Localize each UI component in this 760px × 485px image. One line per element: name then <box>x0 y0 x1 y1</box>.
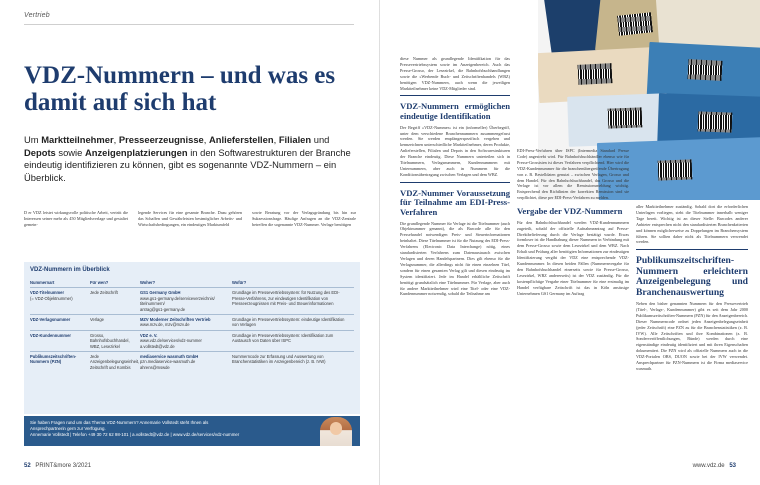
table-header-cell: Für wen? <box>90 280 109 285</box>
source-contact-line[interactable]: ahrens@mswde <box>140 364 170 370</box>
table-row <box>30 330 354 351</box>
article-column <box>517 148 629 297</box>
lead-column: D er VDZ leistet wirkungsvolle politische Arbeit, vertritt die Interessen seiner mehr als 450 Mitgliedsverlage und gestaltet gemein- <box>24 210 128 227</box>
purpose-cell: Grundlage im Pressevertriebssystem: eindeutige Identifikation von Verlagen <box>232 317 345 328</box>
source-contact-line[interactable]: www.mzv.de, mzv@mzv.de <box>140 322 190 328</box>
table-body <box>30 287 354 372</box>
source-contact-line[interactable]: www.gs1-germany.de/serviceverzeichnis/ <box>140 295 215 301</box>
subhead-rule <box>636 249 748 250</box>
table-header-row <box>30 278 354 287</box>
purpose-cell: Grundlage im Pressevertriebssystem: Identifikation zum Austausch von Daten über ISPC <box>232 332 334 344</box>
body-paragraph: Die grundlegende Nummer für Verlage ist die Titelnummer (auch Objektnummer genannt), die als Barcode alle für den Pressehandel notwendigen Preis- und Steuerinformationen beinhaltet. Diese Titelnummer ist für die Nutzung des EDI-Press-Verfahrens (Electronic Data Interchange) nötig, eines standardisierten Verfahrens zum Datenaustausch zwischen Verlagen und deren Handelspartnern. Dies gilt ebenso für die Verlagsnummer, die allerdings nicht für einen einzelnen Titel, sondern für einen gesamten Verlag gilt und diesen eindeutig im System identifiziert. Jede im Handel erhältliche Zeitschrift benötigt grundsätzlich eine Titelnummer. Für Verlage, aber auch für andere Marktteilnehmer wird eine Titel- oder eine VDZ-Kundennummer notwendig, sobald die Teilnahme am <box>400 220 510 297</box>
table-header-cell: Wofür? <box>232 280 247 285</box>
table-row <box>30 314 354 330</box>
page-number: 53 <box>729 463 736 469</box>
lead-text-columns <box>24 210 356 227</box>
article-headline: VDZ-Nummern – und was es damit auf sich hat <box>24 62 336 116</box>
number-type-name: Publikumszeitschriften-Nummern (PZN) <box>30 354 77 365</box>
number-type-name: VDZ-Titelnummer <box>30 290 65 296</box>
deck-keyword: Marktteilnehmer <box>41 134 114 145</box>
deck-text: , <box>203 134 209 145</box>
overview-table <box>30 278 354 372</box>
barcode-image <box>687 59 722 81</box>
contact-text <box>30 420 300 438</box>
body-paragraph: Für den Bahnhofsbuchhandel werden VDZ-Kundennummern zugeteilt, sobald der offizielle Aufnahmeantrag auf Presse-Direktbelieferung durch die Verlage bestätigt wurde. Etwas formloser ist die Handhabung dieser Nummern in Verbindung mit dem Presse-Grosso sowie dem Lesezirkel und dem WBZ. Nach Erhalt und Prüfung aller benötigten Informationen zur eindeutigen Identifizierung vergibt der VDZ eine entsprechende VDZ-Kundennummer. In diesen beiden Fällen (Nummernvergabe für den Bahnhofsbuchhandel einerseits sowie für Presse-Grosso, Lesezirkel, WBZ andererseits) ist der VDZ zuständig. Für die kostenpflichtige Vergabe einer Titelnummer für eine erstmalig im Handel verfügbare Zeitschrift ist das in Köln ansässige Unternehmen GS1 Germany im Auftrag <box>517 219 629 296</box>
body-paragraph: Der Begriff »VDZ-Nummer« ist ein (informeller) Überbegriff, unter dem verschiedene Branchennummern zusammengefasst werden. Sie werden empfängerspezifisch vergeben und kennzeichnen unterschiedliche Marktteilnehmer, deren Produkte, Anlieferstellen, Filialen und Depots in den Softwarestrukturen der Branche eindeutig. Diese Nummern unterteilen sich in Titelnummern, Verlagsnummern, Kundennummern mit Unternummern, aber auch in Nummern für die Konditionsübertragung zwischen Verlagen und dem WBZ. <box>400 124 510 177</box>
contact-line: Annemarie Vollstedt | Telefon +49 30 72 62 98-101 | a.vollstedt@vdz.de | www.vdz.de/services/vdz-nummer <box>30 432 240 437</box>
body-paragraph: aller Marktteilnehmer zuständig. Sobald dort die erforderlichen Unterlagen vorliegen, steht die Titelnummer innerhalb weniger Tage bereit. Wichtig ist an dieser Stelle: Barcodes anderer Anbieter entsprechen nicht den standardisierten Branchenkriterien und können möglicherweise zu Doppelungen im Branchensystem führen. Sie sollten daher nicht als Titelnummern verwendet werden. <box>636 204 748 245</box>
source-contact-line[interactable]: www.vdz.de/services/vdz-nummer <box>140 338 202 344</box>
barcode-image <box>698 111 733 132</box>
article-column <box>636 204 748 372</box>
source-contact-line[interactable]: a.vollstedt@vdz.de <box>140 343 175 349</box>
contact-line: Ansprechpartnerin gern zur Verfügung. <box>30 426 106 431</box>
deck-keyword: Filialen <box>278 134 312 145</box>
body-paragraph: EDI-Press-Verfahren über ISPC (Intermedia Standard Presse Code) angestrebt wird. Für Bahnhofsbuchhändler ebenso wie für Presse-Grossisten ist dieses Verfahren verpflichtend. Hier wird die VDZ-Kundennummer für die branchenübergreifende Übertragung von z. B. Bestelldaten genutzt – zwischen Verlagen, Grosso und dem Handel. Für den Bahnhofsbuchhandel, das Grosso und die Verlage ist vor allem die Remissionsmeldung wichtig. Entsprechend den Richtlinien der korrekten Remission sind sie verpflichtet, diese per EDI-Press-Verfahren zu melden. <box>517 148 629 201</box>
overview-table-box <box>24 262 360 414</box>
issuing-organization: MZV Moderner Zeitschriften Vertrieb <box>140 317 211 323</box>
table-header-cell: Nummernart <box>30 280 55 285</box>
number-type-cell <box>30 354 90 370</box>
issuing-organization: VDZ e. V. <box>140 332 158 338</box>
deck-keyword: Anzeigenplatzierungen <box>84 146 188 158</box>
subheading: Vergabe der VDZ-Nummern <box>517 206 623 217</box>
source-cell <box>140 290 232 312</box>
right-folio <box>693 463 736 469</box>
table-header-cell: Woher? <box>140 280 156 285</box>
source-cell <box>140 333 232 349</box>
deck-text: , <box>113 134 119 145</box>
issuing-organization: mediaservice wasmuth GmbH <box>140 354 199 360</box>
audience-cell: Verlage <box>90 317 104 323</box>
table-row <box>30 351 354 372</box>
table-row <box>30 287 354 314</box>
section-tag: Vertrieb <box>24 12 50 19</box>
deck-keyword: Presseerzeugnisse <box>118 134 204 145</box>
subheading: VDZ-Nummer Voraussetzung für Teilnahme am EDI-Press-Verfahren <box>400 187 510 217</box>
purpose-cell: Grundlage im Pressevertriebssystem: für Nutzung des EDI-Presse-Verfahrens, zur eindeutigen Identifikation von Presseerzeugnissen mit Preis- und Steuerinformationen <box>232 290 340 307</box>
deck-text: Um <box>24 134 42 145</box>
number-type-cell <box>30 290 90 312</box>
deck-text: sowie <box>55 146 85 158</box>
body-paragraph: Neben den bisher genannten Nummern für den Pressevertrieb (Titel-, Verlags-, Kundennummer) gibt es seit dem Jahr 2000 Publikumszeitschriften-Nummern (PZN) für den Anzeigenbereich. Dieser Nummerncode ordnet jeden Anzeigenbelegungseinheit (jeder Zeitschrift) eine PZN zu für die Branchenstatistiken (z. B. IVW). Alle Zeitschriften und ihre Kombinationen (z. B. Sonderveröffentlichungen, Bünde) werden durch eine eigenständige eindeutig identifiziert und mit ihren Eigenschaften dokumentiert. Die PZN wird als offizielle Nummern auch in die VDZ-Portalen OBS, DUON sowie bei der IVW verwendet. Ansprechpartner für PZN-Nummern ist die Firma mediaservice wasmuth. <box>636 300 748 371</box>
deck-text: in den Softwarestrukturen der Branche eindeutig identifizieren zu können, gibt es sogenannte VDZ-Nummern – ein Überblick. <box>24 146 351 183</box>
overview-table-title: VDZ-Nummern im Überblick <box>30 267 110 273</box>
issuing-organization: GS1 Germany GmbH <box>140 290 181 296</box>
contact-box <box>24 416 360 446</box>
audience-cell: Jede Anzeigenbelegungseinheit, Zeitschrift und Kombis <box>90 354 140 370</box>
page-number: 52 <box>24 463 31 469</box>
subheading: Publikumszeitschriften-Nummern erleichtern Anzeigenbelegung und Branchenauswertung <box>636 255 748 298</box>
lead-column: sowie Beratung vor der Verlagsgründung bis hin zur Sukzessionsfrage. Häufige Anfragen an die VDZ-Zentrale betreffen die sogenannte VDZ-Nummer. Verlage benötigen <box>252 210 356 227</box>
deck-text: und <box>311 134 330 145</box>
contact-line: Sie haben Fragen rund um das Thema VDZ-Nummern? Annemarie Vollstedt steht Ihnen als <box>30 420 209 425</box>
audience-cell: Jede Zeitschrift <box>90 290 118 296</box>
article-deck <box>24 134 354 184</box>
number-type-subname: (= VDZ-Objektnummer) <box>30 295 73 301</box>
subheading: VDZ-Nummern ermöglichen eindeutige Identifikation <box>400 101 510 122</box>
article-column <box>400 56 510 297</box>
barcode-image <box>577 63 612 85</box>
source-cell <box>140 354 232 370</box>
number-type-cell <box>30 317 90 328</box>
barcode-image <box>608 107 643 128</box>
source-contact-line[interactable]: titelnummern/ <box>140 301 165 307</box>
section-rule <box>24 24 354 25</box>
source-contact-line[interactable]: antrag@gs1-germany.de <box>140 306 186 312</box>
body-paragraph: diese Nummer als grundlegende Identifikation für das Pressevertriebssystem sowie im Anzeigenbereich. Auch das Presse-Grosso, der Lesezirkel, die Bahnhofsbuchhandlungen sowie die »Werbende Buch- und Zeitschriftenhandels (WBZ) benötigen VDZ-Nummern, auch wenn die jeweiligen Marktteilnehmer keine VDZ-Mitglieder sind. <box>400 56 510 91</box>
number-type-name: VDZ-Verlagsnummer <box>30 317 71 323</box>
number-type-cell <box>30 333 90 349</box>
publication-name: PRINT&more 3/2021 <box>35 463 92 469</box>
website-url: www.vdz.de <box>692 463 725 469</box>
number-type-name: VDZ-Kundennummer <box>30 332 71 338</box>
lead-column: legende Services für eine gesamte Branche. Dazu gehören das Schaffen und Gewährleisten bestmöglicher Arbeits- und Wirtschaftsbedingungen, ein eindeutiges Marktumfeld <box>138 210 242 227</box>
subhead-rule <box>400 95 510 96</box>
deck-text: , <box>273 134 279 145</box>
barcode-image <box>617 12 653 35</box>
audience-cell: Grosso, Bahnhofsbuchhandel, WBZ, Lesezirkel <box>90 332 130 349</box>
barcode-image <box>658 159 693 180</box>
portrait-face <box>330 422 342 435</box>
right-page <box>380 0 760 485</box>
subhead-rule <box>400 182 510 183</box>
contact-portrait <box>320 417 352 446</box>
deck-keyword: Anlieferstellen <box>209 134 274 145</box>
purpose-cell: Nummerncode zur Erfassung und Auswertung von Branchenstatistiken im Anzeigenbereich (z. B. IVW) <box>232 354 326 365</box>
left-folio <box>24 463 91 469</box>
deck-keyword: Depots <box>24 146 56 158</box>
source-cell <box>140 317 232 328</box>
source-contact-line[interactable]: pzn.mediaservice-wasmuth.de <box>140 359 196 365</box>
